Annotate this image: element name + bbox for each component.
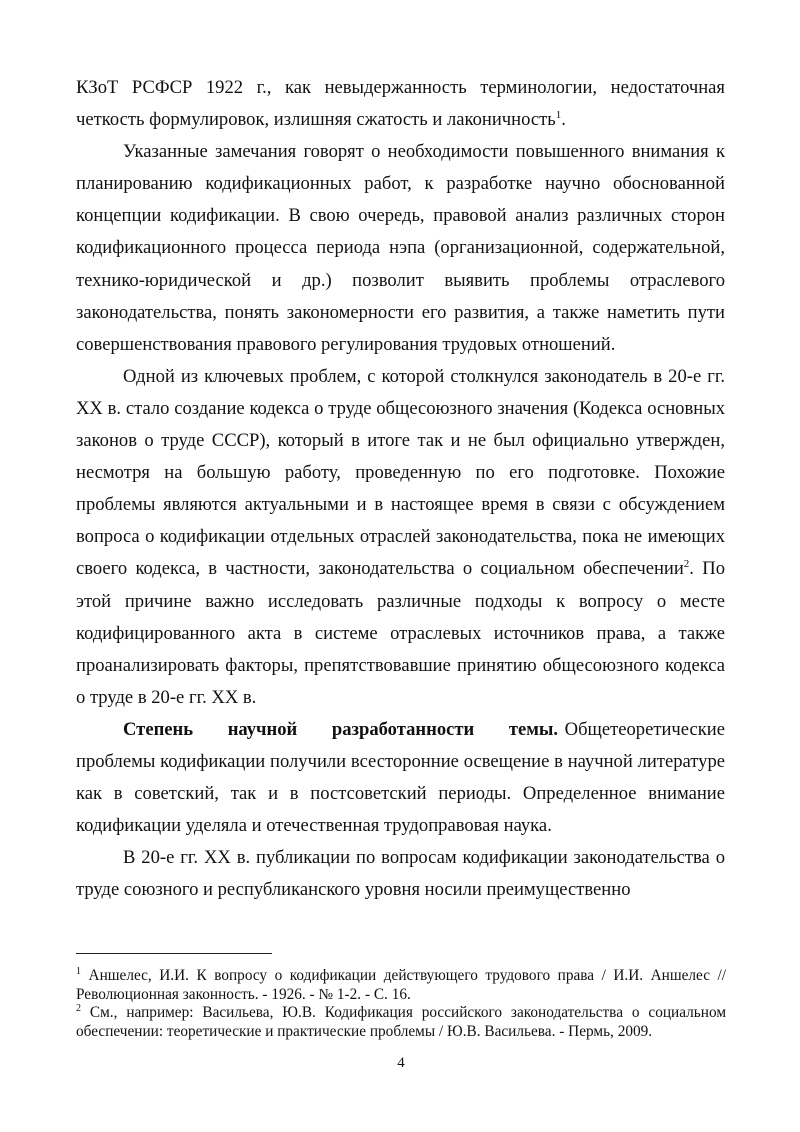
footnote-text: Аншелес, И.И. К вопросу о кодификации действующего трудового права / И.И. Аншелес // Революционная законность. - 1926. - № 1-2. - С. 16. <box>76 967 726 1003</box>
footnote-item <box>76 1004 726 1041</box>
paragraph-with-heading <box>76 714 725 842</box>
paragraph-text-end: . По этой причине важно исследовать различные подходы к вопросу о месте кодифицированного акта в системе отраслевых источников права, а также проанализировать факторы, препятствовавшие принятию общесоюзного кодекса о труде в 20-е гг. XX в. <box>76 558 725 708</box>
paragraph <box>76 136 725 361</box>
page-number: 4 <box>397 1055 405 1071</box>
footnote-reference[interactable]: 1 <box>555 108 562 121</box>
footnote-reference[interactable]: 2 <box>683 558 690 571</box>
paragraph-text: В 20-е гг. XX в. публикации по вопросам кодификации законодательства о труде союзного и республиканского уровня носили преимущественно <box>76 847 725 901</box>
paragraph <box>76 842 725 906</box>
main-text <box>76 72 725 906</box>
footnote-number: 2 <box>76 1003 81 1015</box>
footnote-separator <box>76 953 272 954</box>
paragraph-text-end: . <box>561 109 566 131</box>
paragraph-text: КЗоТ РСФСР 1922 г., как невыдержанность терминологии, недостаточная четкость формулировок, излишняя сжатость и лаконичность <box>76 77 725 131</box>
section-heading: Степень научной разработанности темы. <box>123 718 559 740</box>
footnote-text: См., например: Васильева, Ю.В. Кодификация российского законодательства о социальном обеспечении: теоретические и практические проблемы / Ю.В. Васильева. - Пермь, 2009. <box>76 1004 726 1040</box>
footnotes <box>76 967 726 1041</box>
footnote-number: 1 <box>76 965 81 977</box>
paragraph-text: Общетеоретические проблемы кодификации получили всесторонние освещение в научной литературе как в советский, так и в постсоветский периоды. Определенное внимание кодификации уделяла и отечественная трудоправовая наука. <box>76 718 725 837</box>
footnote-item <box>76 967 726 1004</box>
paragraph-continuation <box>76 72 725 136</box>
paragraph-text: Указанные замечания говорят о необходимости повышенного внимания к планированию кодификационных работ, к разработке научно обоснованной концепции кодификации. В свою очередь, правовой анализ различных сторон кодификационного процесса периода нэпа (организационной, содержательной, технико-юридической и др.) позволит выявить проблемы отраслевого законодательства, понять закономерности его развития, а также наметить пути совершенствования правового регулирования трудовых отношений. <box>76 141 725 355</box>
paragraph-text: Одной из ключевых проблем, с которой столкнулся законодатель в 20-е гг. XX в. стало создание кодекса о труде общесоюзного значения (Кодекса основных законов о труде СССР), который в итоге так и не был официально утвержден, несмотря на большую работу, проведенную по его подготовке. Похожие проблемы являются актуальными и в настоящее время в связи с обсуждением вопроса о кодификации отдельных отраслей законодательства, пока не имеющих своего кодекса, в частности, законодательства о социальном обеспечении <box>76 365 725 580</box>
paragraph <box>76 361 725 714</box>
